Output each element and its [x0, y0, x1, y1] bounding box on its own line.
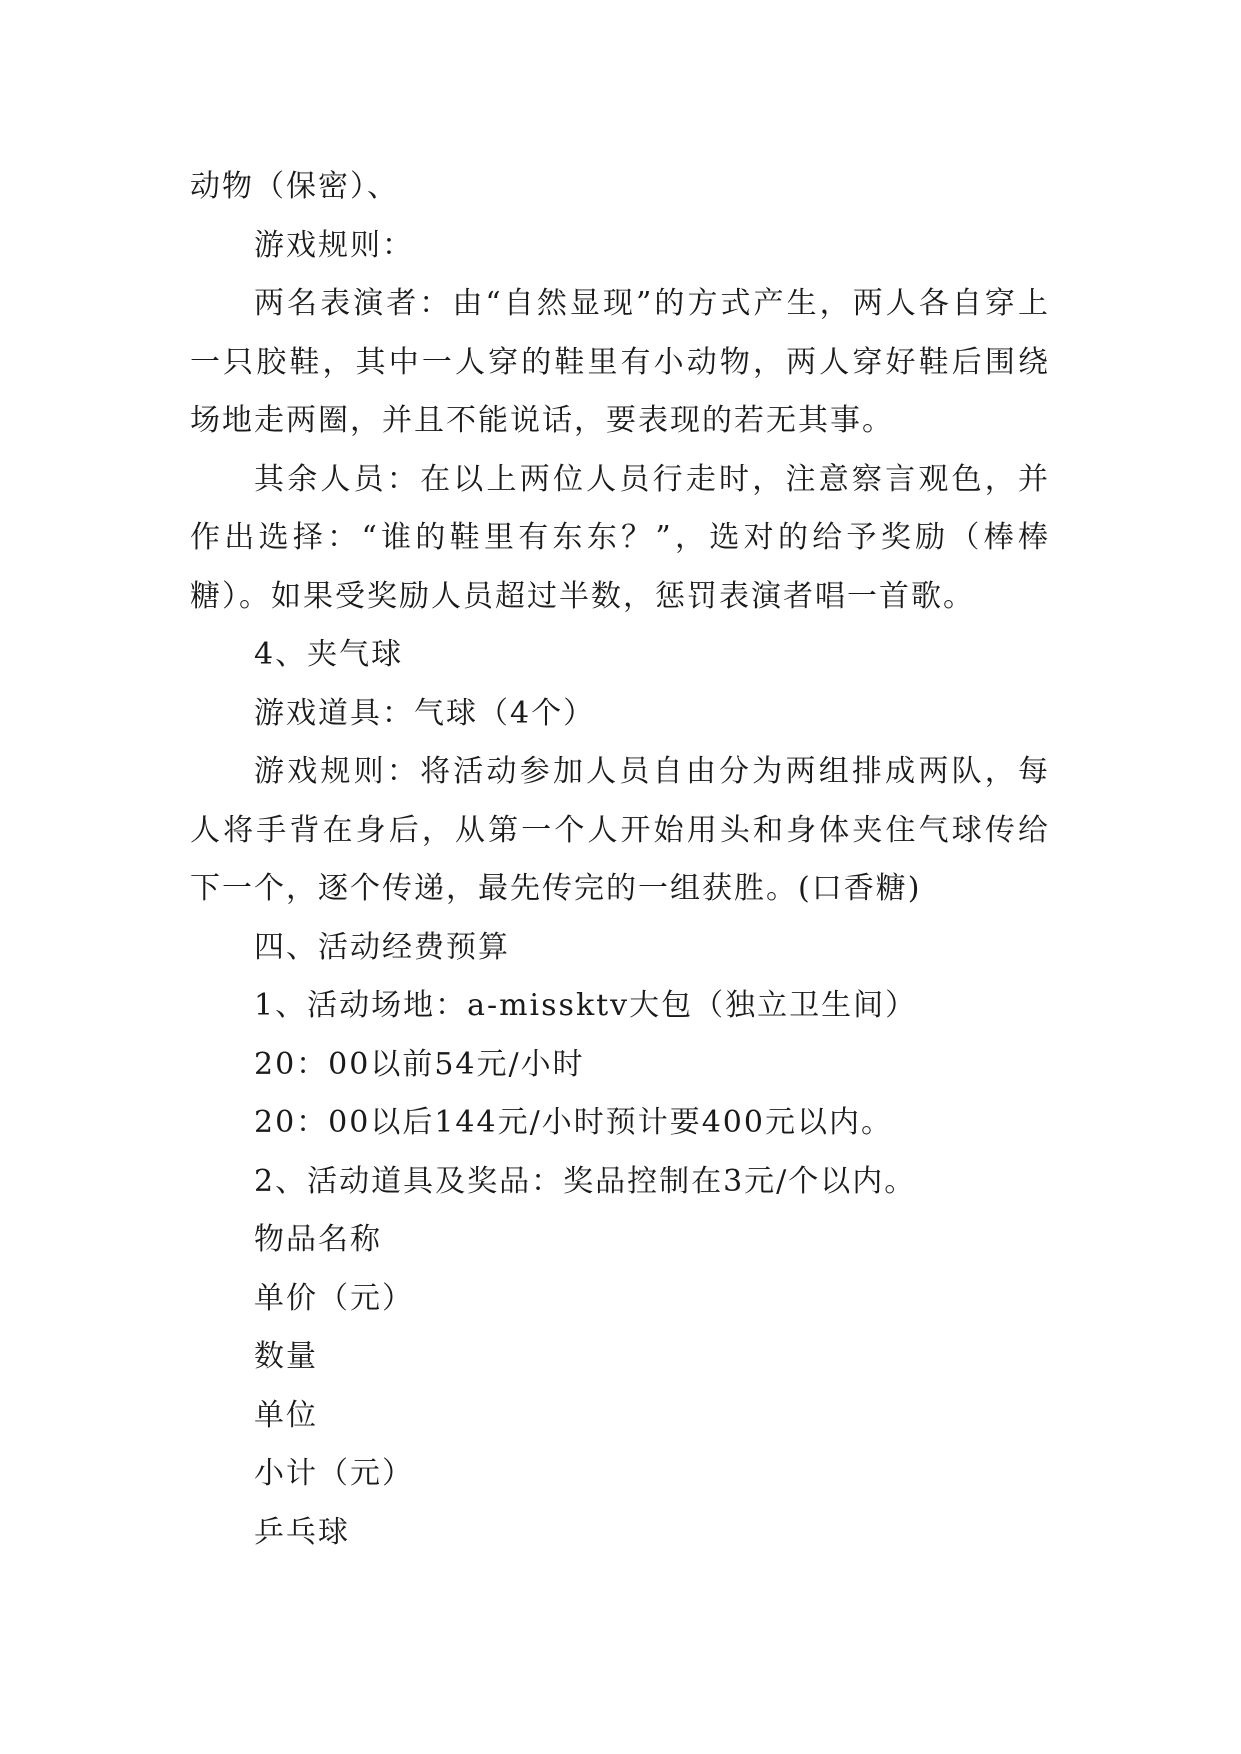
paragraph-performers-rule: 两名表演者：由“自然显现”的方式产生，两人各自穿上一只胶鞋，其中一人穿的鞋里有小动物，两人穿好鞋后围绕场地走两圈，并且不能说话，要表现的若无其事。: [190, 286, 1050, 438]
table-header-item-name: 物品名称: [254, 1222, 382, 1257]
paragraph-game-props: 游戏道具：气球（4个）: [254, 695, 596, 731]
paragraph-others-rule: 其余人员：在以上两位人员行走时，注意察言观色，并作出选择：“谁的鞋里有东东？”，选对的给予奖励（棒棒糖）。如果受奖励人员超过半数，惩罚表演者唱一首歌。: [190, 461, 1050, 614]
paragraph-venue: 1、活动场地：a-missktv大包（独立卫生间）: [254, 988, 918, 1023]
paragraph-animal-secret: 动物（保密）、: [190, 169, 399, 204]
table-header-unit: 单位: [254, 1397, 318, 1433]
heading-balloon-game: 4、夹气球: [254, 637, 404, 672]
paragraph-price-after-20: 20：00以后144元/小时预计要400元以内。: [254, 1105, 893, 1140]
table-header-unit-price: 单价（元）: [254, 1280, 414, 1316]
heading-budget: 四、活动经费预算: [254, 929, 510, 965]
paragraph-price-before-20: 20：00以前54元/小时: [254, 1046, 585, 1082]
document-body: [190, 158, 1050, 1562]
paragraph-game-rules-heading: 游戏规则：: [254, 227, 414, 263]
paragraph-balloon-rules: 游戏规则：将活动参加人员自由分为两组排成两队，每人将手背在身后，从第一个人开始用头和身体夹住气球传给下一个，逐个传递，最先传完的一组获胜。(口香糖): [190, 754, 1050, 906]
table-header-quantity: 数量: [254, 1339, 318, 1374]
paragraph-props-prizes: 2、活动道具及奖品：奖品控制在3元/个以内。: [254, 1163, 917, 1199]
table-header-subtotal: 小计（元）: [254, 1456, 414, 1491]
table-item-ping-pong: 乒乓球: [254, 1514, 350, 1550]
